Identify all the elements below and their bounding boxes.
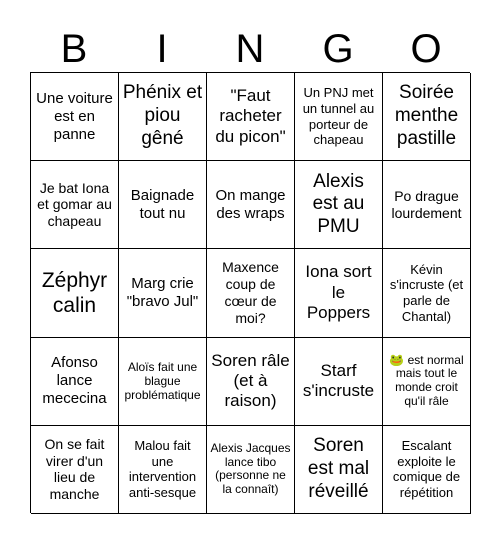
- bingo-cell-r4c3[interactable]: [207, 338, 295, 426]
- cell-text: Maxence coup de cœur de moi?: [222, 259, 279, 326]
- cell-text: On mange des wraps: [215, 186, 286, 222]
- cell-text: Escalant exploite le comique de répétition: [392, 438, 461, 500]
- bingo-cell-r1c4[interactable]: [295, 73, 383, 161]
- cell-text: Soren râle (et à raison): [211, 350, 290, 411]
- cell-text: Starf s'incruste: [302, 360, 375, 401]
- bingo-cell-r1c1[interactable]: [31, 73, 119, 161]
- cell-text: Un PNJ met un tunnel au porteur de chapeau: [302, 85, 375, 148]
- cell-text: On se fait virer d'un lieu de manche: [44, 435, 105, 503]
- cell-text: Afonso lance mececina: [42, 354, 107, 408]
- cell-text: Zéphyr calin: [41, 268, 108, 317]
- cell-text: "Faut racheter du picon": [215, 86, 286, 146]
- bingo-cell-r3c1[interactable]: [31, 249, 119, 337]
- cell-text: Une voiture est en panne: [36, 89, 113, 143]
- bingo-cell-r3c5[interactable]: [383, 249, 471, 337]
- cell-text: Malou fait une intervention anti-sesque: [128, 438, 197, 500]
- bingo-cell-r5c5[interactable]: [383, 426, 471, 514]
- cell-text: Phénix et piou gêné: [122, 82, 203, 149]
- bingo-cell-r5c1[interactable]: [31, 426, 119, 514]
- bingo-cell-r3c3[interactable]: [207, 249, 295, 337]
- bingo-header: [30, 24, 470, 74]
- bingo-cell-r2c1[interactable]: [31, 161, 119, 249]
- cell-text: Alexis est au PMU: [312, 170, 365, 238]
- bingo-cell-r1c2[interactable]: [119, 73, 207, 161]
- cell-text: Soren est mal réveillé: [307, 435, 370, 502]
- bingo-cell-r2c5[interactable]: [383, 161, 471, 249]
- cell-text: Aloïs fait une blague problématique: [124, 359, 201, 403]
- cell-text: Kévin s'incruste (et parle de Chantal): [389, 261, 464, 324]
- cell-text: Po drague lourdement: [391, 187, 462, 221]
- bingo-cell-r4c4[interactable]: [295, 338, 383, 426]
- bingo-cell-r5c2[interactable]: [119, 426, 207, 514]
- cell-text: Je bat Iona et gomar au chapeau: [37, 179, 112, 230]
- bingo-grid: [30, 72, 470, 513]
- cell-text: Marg crie "bravo Jul": [126, 274, 199, 310]
- bingo-cell-r3c2[interactable]: [119, 249, 207, 337]
- bingo-cell-r4c5[interactable]: [383, 338, 471, 426]
- bingo-cell-r2c2[interactable]: [119, 161, 207, 249]
- header-letter-b: B: [60, 27, 88, 71]
- bingo-cell-r4c1[interactable]: [31, 338, 119, 426]
- cell-text: Soirée menthe pastille: [394, 82, 459, 149]
- cell-text: Alexis Jacques lance tibo (personne ne la connaît): [210, 440, 291, 497]
- header-letter-g: G: [322, 27, 354, 71]
- bingo-cell-r1c3[interactable]: [207, 73, 295, 161]
- header-letter-i: I: [156, 27, 168, 71]
- bingo-cell-r2c3[interactable]: [207, 161, 295, 249]
- bingo-cell-r5c4[interactable]: [295, 426, 383, 514]
- cell-text: Iona sort le Poppers: [305, 262, 372, 323]
- bingo-cell-r1c5[interactable]: [383, 73, 471, 161]
- bingo-cell-r3c4[interactable]: [295, 249, 383, 337]
- bingo-cell-r5c3[interactable]: [207, 426, 295, 514]
- header-letter-n: N: [235, 27, 265, 71]
- bingo-cell-r4c2[interactable]: [119, 338, 207, 426]
- cell-text: 🐸 est normal mais tout le monde croit qu'il râle: [389, 352, 464, 408]
- cell-text: Baignade tout nu: [130, 186, 195, 222]
- header-letter-o: O: [410, 27, 442, 71]
- bingo-cell-r2c4[interactable]: [295, 161, 383, 249]
